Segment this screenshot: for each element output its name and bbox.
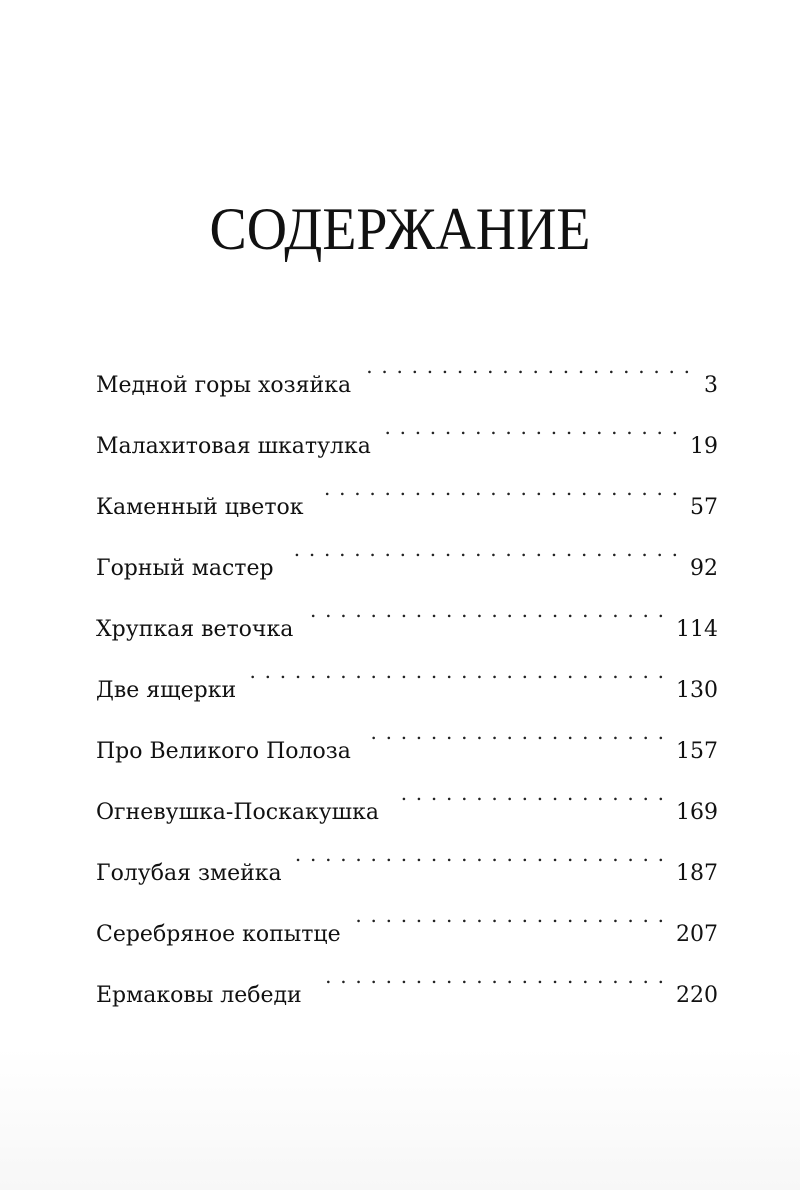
toc-entry-page-number: 19: [690, 434, 718, 459]
dot-leader: [307, 584, 664, 636]
toc-entry-page-number: 187: [676, 861, 718, 886]
toc-entry-page-number: 157: [676, 739, 718, 764]
dot-leader: [296, 828, 664, 880]
dot-leader: [365, 340, 690, 392]
toc-entry-page-number: 130: [676, 678, 718, 703]
toc-entry-title: Медной горы хозяйка: [96, 360, 365, 412]
toc-entry[interactable]: [96, 340, 718, 401]
dot-leader: [355, 889, 664, 941]
dot-leader: [365, 706, 664, 758]
toc-entry-page-number: 169: [676, 800, 718, 825]
toc-entry-page-number: 114: [676, 617, 718, 642]
dot-leader: [318, 462, 679, 514]
toc-entry-page-number: 220: [676, 983, 718, 1008]
toc-heading: СОДЕРЖАНИЕ: [209, 196, 591, 262]
dot-leader: [393, 767, 664, 819]
toc-entry-title: Голубая змейка: [96, 848, 296, 900]
dot-leader: [288, 523, 678, 575]
dot-leader: [316, 950, 664, 1002]
toc-entry-title: Ермаковы лебеди: [96, 970, 316, 1022]
toc-entry-page-number: 3: [704, 373, 718, 398]
dot-leader: [385, 401, 678, 453]
toc-entry-title: Каменный цветок: [96, 482, 318, 534]
toc-entry-title: Две ящерки: [96, 665, 250, 717]
toc-entry-title: Горный мастер: [96, 543, 288, 595]
toc-entry-title: Серебряное копытце: [96, 909, 355, 961]
toc-entry-title: Малахитовая шкатулка: [96, 421, 385, 473]
toc-entry-title: Про Великого Полоза: [96, 726, 365, 778]
toc-entry-title: Огневушка-Поскакушка: [96, 787, 393, 839]
toc-entry-page-number: 92: [690, 556, 718, 581]
toc-entry-page-number: 207: [676, 922, 718, 947]
toc-list: [96, 340, 718, 1011]
toc-entry-page-number: 57: [690, 495, 718, 520]
toc-entry-title: Хрупкая веточка: [96, 604, 307, 656]
dot-leader: [250, 645, 664, 697]
